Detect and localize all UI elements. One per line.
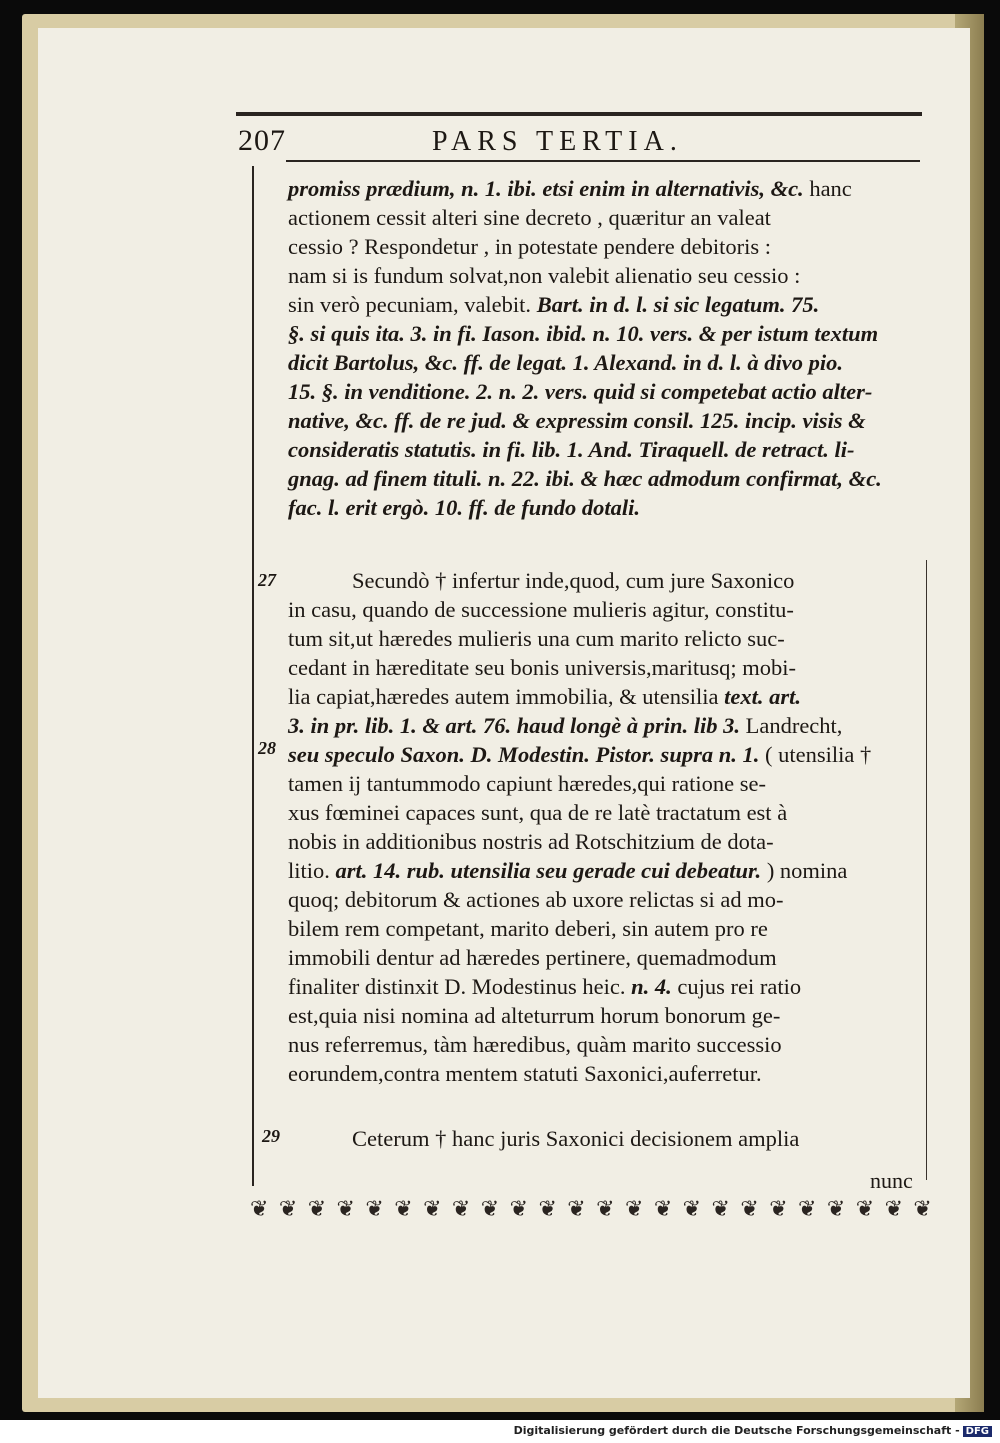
italic-citation: gnag. ad finem tituli. n. 22. ibi. & hæc admodum confirmat, &c. [288, 466, 882, 491]
fleuron-icon: ❦ [278, 1196, 298, 1222]
margin-rule-left [252, 166, 254, 1186]
text-segment: nus referremus, tàm hæredibus, quàm marito successio [288, 1032, 782, 1057]
fleuron-icon: ❦ [855, 1196, 875, 1222]
fleuron-icon: ❦ [884, 1196, 903, 1222]
text-segment: actionem cessit alteri sine decreto , quæritur an valeat [288, 205, 771, 230]
text-line [288, 740, 928, 769]
text-line [288, 1059, 928, 1088]
text-segment: xus fœminei capaces sunt, qua de re latè tractatum est à [288, 800, 788, 825]
fleuron-icon: ❦ [307, 1196, 327, 1222]
text-line [288, 972, 928, 1001]
text-line [288, 493, 928, 522]
footer-credit [514, 1424, 992, 1437]
fleuron-icon: ❦ [798, 1196, 817, 1222]
text-block-ceterum [288, 1124, 928, 1153]
fleuron-icon: ❦ [509, 1196, 529, 1222]
text-segment: cedant in hæreditate seu bonis universis,maritusq; mobi- [288, 655, 797, 680]
text-line [288, 682, 928, 711]
text-segment: in casu, quando de successione mulieris agitur, constitu- [288, 597, 794, 622]
text-line [288, 377, 928, 406]
text-segment: cujus rei ratio [671, 974, 802, 999]
fleuron-icon: ❦ [538, 1196, 557, 1222]
ornament-border [250, 1196, 932, 1222]
fleuron-icon: ❦ [567, 1196, 586, 1222]
text-segment: quoq; debitorum & actiones ab uxore relictas si ad mo- [288, 887, 784, 912]
text-segment: bilem rem competant, marito deberi, sin autem pro re [288, 916, 768, 941]
text-line [288, 885, 928, 914]
italic-citation: Bart. in d. l. si sic legatum. 75. [536, 292, 820, 317]
fleuron-icon: ❦ [682, 1196, 702, 1222]
text-segment: nobis in additionibus nostris ad Rotschitzium de dota- [288, 829, 774, 854]
italic-citation: 15. §. in venditione. 2. n. 2. vers. quid si competebat actio alter- [288, 379, 873, 404]
text-segment: Ceterum † hanc juris Saxonici decisionem amplia [352, 1126, 800, 1151]
catchword: nunc [870, 1168, 913, 1193]
margin-number-27: 27 [258, 570, 276, 590]
text-line [288, 566, 928, 595]
text-segment: Landrecht, [745, 713, 843, 738]
text-segment: ( utensilia † [764, 742, 872, 767]
fleuron-icon: ❦ [711, 1196, 730, 1222]
text-line [288, 711, 928, 740]
fleuron-icon: ❦ [596, 1196, 615, 1222]
text-segment: tum sit,ut hæredes mulieris una cum marito relicto suc- [288, 626, 785, 651]
text-line [288, 261, 928, 290]
header-rule [236, 112, 922, 116]
text-line [288, 943, 928, 972]
text-block-secundo [288, 566, 928, 1088]
text-line [288, 203, 928, 232]
margin-number-28: 28 [258, 738, 276, 758]
italic-citation: seu speculo Saxon. D. Modestin. Pistor. supra n. 1. [288, 742, 765, 767]
text-segment: nam si is fundum solvat,non valebit alienatio seu cessio : [288, 263, 801, 288]
text-line [288, 290, 928, 319]
fleuron-icon: ❦ [624, 1196, 644, 1222]
text-line [288, 232, 928, 261]
fleuron-icon: ❦ [451, 1196, 471, 1222]
text-line [288, 1124, 928, 1153]
text-segment: hanc [803, 176, 852, 201]
text-line [288, 595, 928, 624]
text-segment: Secundò † infertur inde,quod, cum jure Saxonico [352, 568, 795, 593]
footer-text: Digitalisierung gefördert durch die Deutsche Forschungsgemeinschaft - [513, 1424, 960, 1437]
italic-citation: art. 14. rub. utensilia seu gerade cui debeatur. [335, 858, 767, 883]
text-segment: immobili dentur ad hæredes pertinere, quemadmodum [288, 945, 777, 970]
text-line [288, 653, 928, 682]
italic-citation: fac. l. erit ergò. 10. ff. de fundo dotali. [288, 495, 641, 520]
text-line [288, 624, 928, 653]
text-segment: litio. [288, 858, 336, 883]
fleuron-icon: ❦ [365, 1196, 384, 1222]
text-line [288, 174, 928, 203]
text-line [288, 435, 928, 464]
fleuron-icon: ❦ [653, 1196, 673, 1222]
margin-number-29: 29 [262, 1126, 280, 1146]
fleuron-icon: ❦ [769, 1196, 788, 1222]
fleuron-icon: ❦ [913, 1196, 932, 1222]
italic-citation: text. art. [724, 684, 802, 709]
text-line [288, 348, 928, 377]
fleuron-icon: ❦ [250, 1196, 269, 1222]
text-segment: sin verò pecuniam, valebit. [288, 292, 537, 317]
italic-citation: 3. in pr. lib. 1. & art. 76. haud longè à prin. lib 3. [288, 713, 746, 738]
text-line [288, 856, 928, 885]
text-line [288, 914, 928, 943]
italic-citation: n. 4. [631, 974, 672, 999]
fleuron-icon: ❦ [336, 1196, 355, 1222]
fleuron-icon: ❦ [394, 1196, 413, 1222]
text-block-citations [288, 174, 928, 522]
text-line [288, 464, 928, 493]
text-line [288, 769, 928, 798]
text-line [288, 827, 928, 856]
fleuron-icon: ❦ [740, 1196, 759, 1222]
fleuron-icon: ❦ [826, 1196, 846, 1222]
italic-citation: dicit Bartolus, &c. ff. de legat. 1. Alexand. in d. l. à divo pio. [288, 350, 843, 375]
text-segment: eorundem,contra mentem statuti Saxonici,auferretur. [288, 1061, 762, 1086]
italic-citation: native, &c. ff. de re jud. & expressim consil. 125. incip. visis & [288, 408, 866, 433]
text-segment: est,quia nisi nomina ad alteturrum horum bonorum ge- [288, 1003, 781, 1028]
text-line [288, 1001, 928, 1030]
text-line [288, 798, 928, 827]
text-segment: lia capiat,hæredes autem immobilia, & utensilia [288, 684, 725, 709]
fleuron-icon: ❦ [423, 1196, 442, 1222]
italic-citation: promiss prædium, n. 1. ibi. etsi enim in alternativis, &c. [288, 176, 804, 201]
text-line [288, 1030, 928, 1059]
text-line [288, 319, 928, 348]
header-underline [286, 160, 920, 162]
page-number: 207 [238, 124, 286, 157]
text-line [288, 406, 928, 435]
italic-citation: §. si quis ita. 3. in fi. Iason. ibid. n. 10. vers. & per istum textum [288, 321, 879, 346]
text-segment: ) nomina [766, 858, 848, 883]
dfg-logo: DFG [963, 1426, 992, 1437]
text-segment: cessio ? Respondetur , in potestate pendere debitoris : [288, 234, 771, 259]
text-segment: finaliter distinxit D. Modestinus heic. [288, 974, 632, 999]
text-segment: tamen ij tantummodo capiunt hæredes,qui ratione se- [288, 771, 767, 796]
running-head: PARS TERTIA. [432, 126, 683, 157]
italic-citation: consideratis statutis. in fi. lib. 1. And. Tiraquell. de retract. li- [288, 437, 855, 462]
fleuron-icon: ❦ [480, 1196, 500, 1222]
